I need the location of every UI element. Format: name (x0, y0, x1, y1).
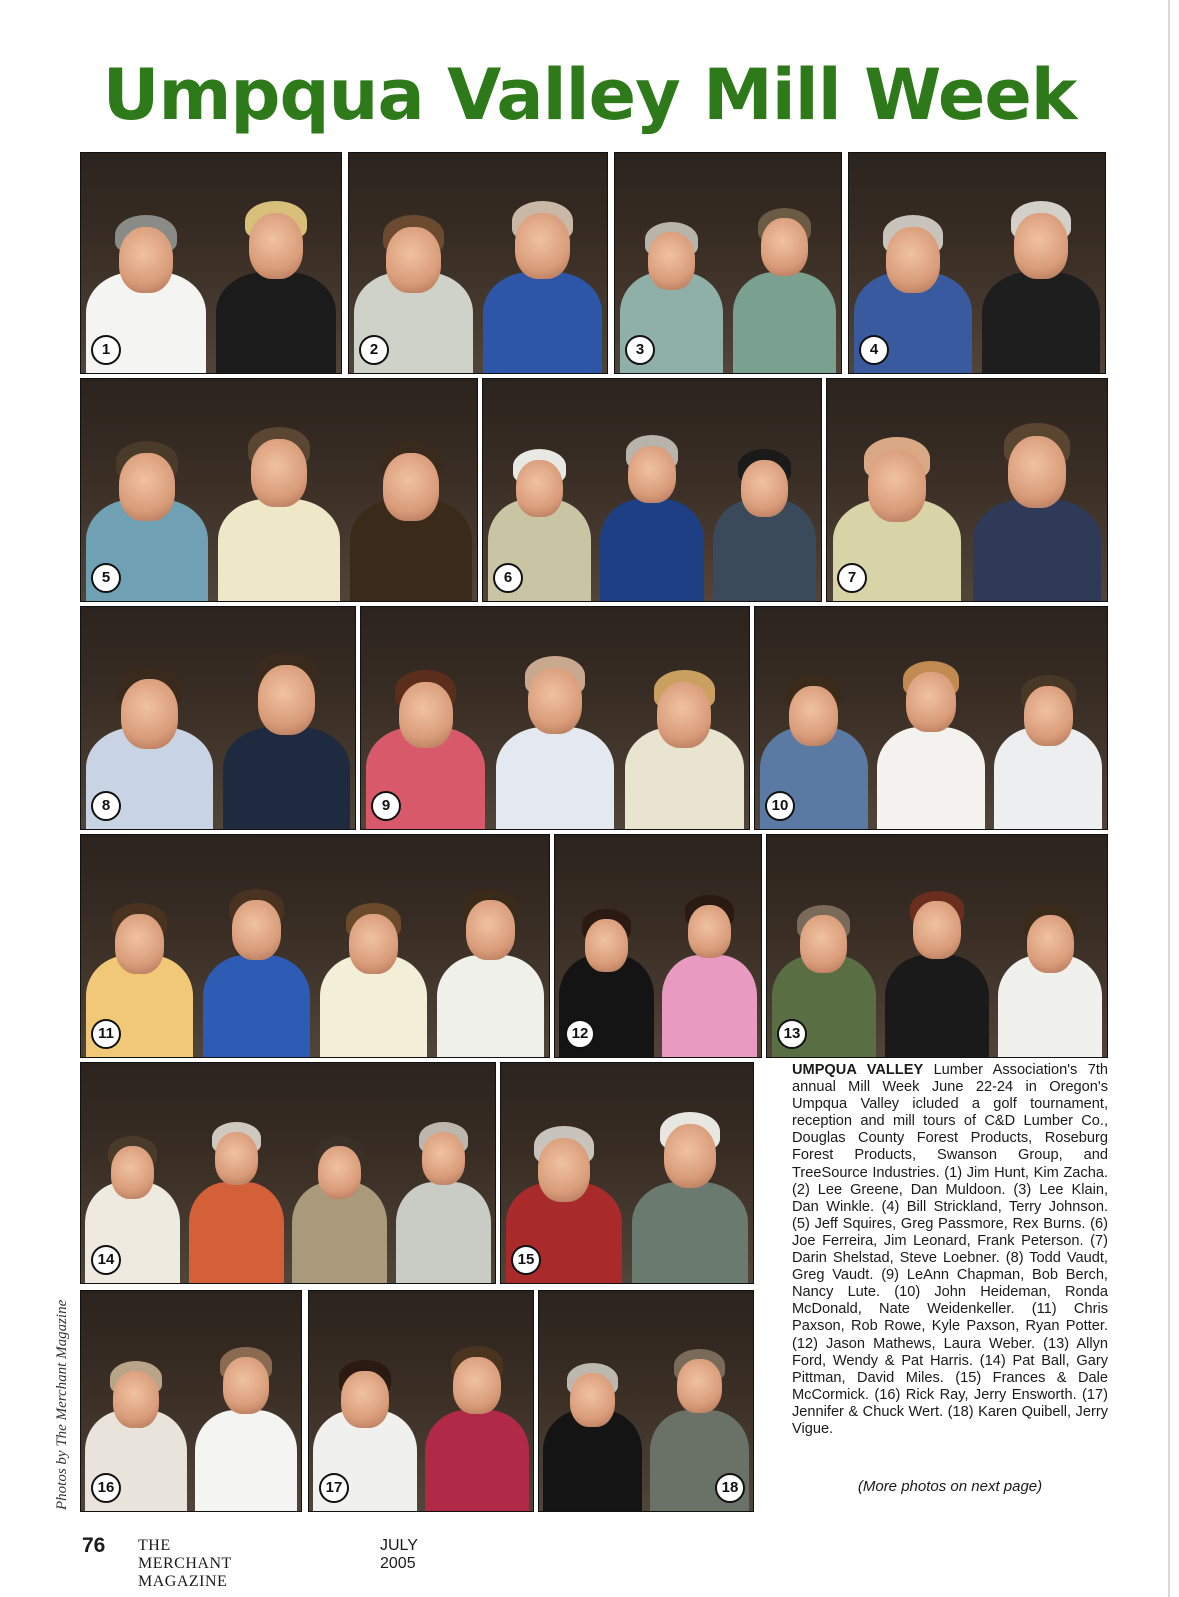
shirt (425, 1410, 528, 1511)
caption-lead: UMPQUA VALLEY (792, 1062, 924, 1078)
face (741, 460, 788, 518)
photo-number-badge: 15 (511, 1245, 541, 1275)
photo-number-badge: 14 (91, 1245, 121, 1275)
photo-number-badge: 16 (91, 1473, 121, 1503)
person-figure (81, 607, 355, 829)
photo-number-badge: 2 (359, 335, 389, 365)
caption-body: Lumber Association's 7th annual Mill Week June 22-24 in Oregon's Umpqua Valley icluded a golf tournament, reception and mill tours of C&D Lumber Co., Douglas County Forest Products, Roseburg Forest Products, Swanson Group, and TreeSource Industries. (1) Jim Hunt, Kim Zacha. (2) Lee Greene, Dan Muldoon. (3) Lee Klain, Dan Winkle. (4) Bill Strickland, Terry Johnson. (5) Jeff Squires, Greg Passmore, Rex Burns. (6) Joe Ferreira, Jim Leonard, Frank Peterson. (7) Darin Shelstad, Steve Loebner. (8) Todd Vaudt, Greg Vaudt. (9) LeAnn Chapman, Bob Berch, Nancy Lute. (10) John Heideman, Ronda McDonald, Nate Weidenkeller. (11) Chris Paxson, Rob Rowe, Kyle Paxson, Ryan Potter. (12) Jason Mathews, Laura Weber. (13) Allyn Ford, Wendy & Pat Harris. (14) Pat Ball, Gary Pittman, David Miles. (15) Frances & Dale McCormick. (16) Rick Ray, Jerry Ensworth. (17) Jennifer & Chuck Wert. (18) Karen Quibell, Jerry Vigue. (792, 1062, 1108, 1437)
person-figure (755, 607, 1107, 829)
photo-10 (754, 606, 1108, 830)
photo-16 (80, 1290, 302, 1512)
face (1027, 915, 1075, 973)
photo-3 (614, 152, 842, 374)
shirt (632, 1182, 748, 1283)
photo-4 (848, 152, 1106, 374)
photo-number-badge: 12 (565, 1019, 595, 1049)
photo-number-badge: 13 (777, 1019, 807, 1049)
shirt (982, 272, 1100, 373)
photo-number-badge: 18 (715, 1473, 745, 1503)
shirt (733, 272, 837, 373)
photo-2 (348, 152, 608, 374)
page-title: Umpqua Valley Mill Week (102, 54, 1077, 136)
photo-17 (308, 1290, 534, 1512)
photo-number-badge: 4 (859, 335, 889, 365)
shirt (483, 272, 602, 373)
magazine-name: THE MERCHANT MAGAZINE (138, 1537, 232, 1590)
shirt (973, 499, 1102, 601)
face (1024, 686, 1073, 746)
caption-text (792, 1062, 1108, 1438)
person-figure (81, 1063, 495, 1283)
face (1014, 213, 1068, 279)
photo-6 (482, 378, 822, 602)
face (657, 682, 711, 748)
photo-number-badge: 11 (91, 1019, 121, 1049)
photo-14 (80, 1062, 496, 1284)
photo-13 (766, 834, 1108, 1058)
photo-number-badge: 6 (493, 563, 523, 593)
person-figure (767, 835, 1107, 1057)
photo-15 (500, 1062, 754, 1284)
face (223, 1357, 269, 1413)
face (761, 218, 808, 276)
person-figure (483, 379, 821, 601)
shirt (396, 1182, 491, 1283)
photo-1 (80, 152, 342, 374)
face (688, 905, 731, 958)
face (466, 900, 515, 960)
face (677, 1359, 722, 1414)
photo-number-badge: 3 (625, 335, 655, 365)
photo-number-badge: 17 (319, 1473, 349, 1503)
person-figure (849, 153, 1105, 373)
shirt (195, 1410, 296, 1511)
photo-number-badge: 10 (765, 791, 795, 821)
photo-number-badge: 5 (91, 563, 121, 593)
issue-date: JULY 2005 (380, 1537, 418, 1572)
photo-5 (80, 378, 478, 602)
shirt (223, 727, 349, 829)
face (249, 213, 304, 280)
photo-12 (554, 834, 762, 1058)
shirt (437, 955, 545, 1057)
photo-number-badge: 7 (837, 563, 867, 593)
person-figure (349, 153, 607, 373)
photo-9 (360, 606, 750, 830)
person-figure (81, 835, 549, 1057)
person-figure (501, 1063, 753, 1283)
face (1008, 436, 1067, 508)
page-edge (1168, 0, 1170, 1597)
page-number: 76 (82, 1534, 106, 1557)
shirt (662, 955, 757, 1057)
person-figure (81, 153, 341, 373)
photo-7 (826, 378, 1108, 602)
photo-number-badge: 9 (371, 791, 401, 821)
photo-number-badge: 1 (91, 335, 121, 365)
more-photos-note: (More photos on next page) (857, 1478, 1043, 1495)
photo-11 (80, 834, 550, 1058)
face (515, 213, 569, 279)
photo-8 (80, 606, 356, 830)
face (258, 665, 316, 735)
face (383, 453, 438, 521)
person-figure (361, 607, 749, 829)
photo-18 (538, 1290, 754, 1512)
face (453, 1357, 500, 1414)
face (664, 1124, 717, 1189)
photo-credit: Photos by The Merchant Magazine (54, 1299, 70, 1510)
photo-number-badge: 8 (91, 791, 121, 821)
person-figure (827, 379, 1107, 601)
shirt (216, 272, 336, 373)
person-figure (81, 379, 477, 601)
face (422, 1132, 465, 1185)
